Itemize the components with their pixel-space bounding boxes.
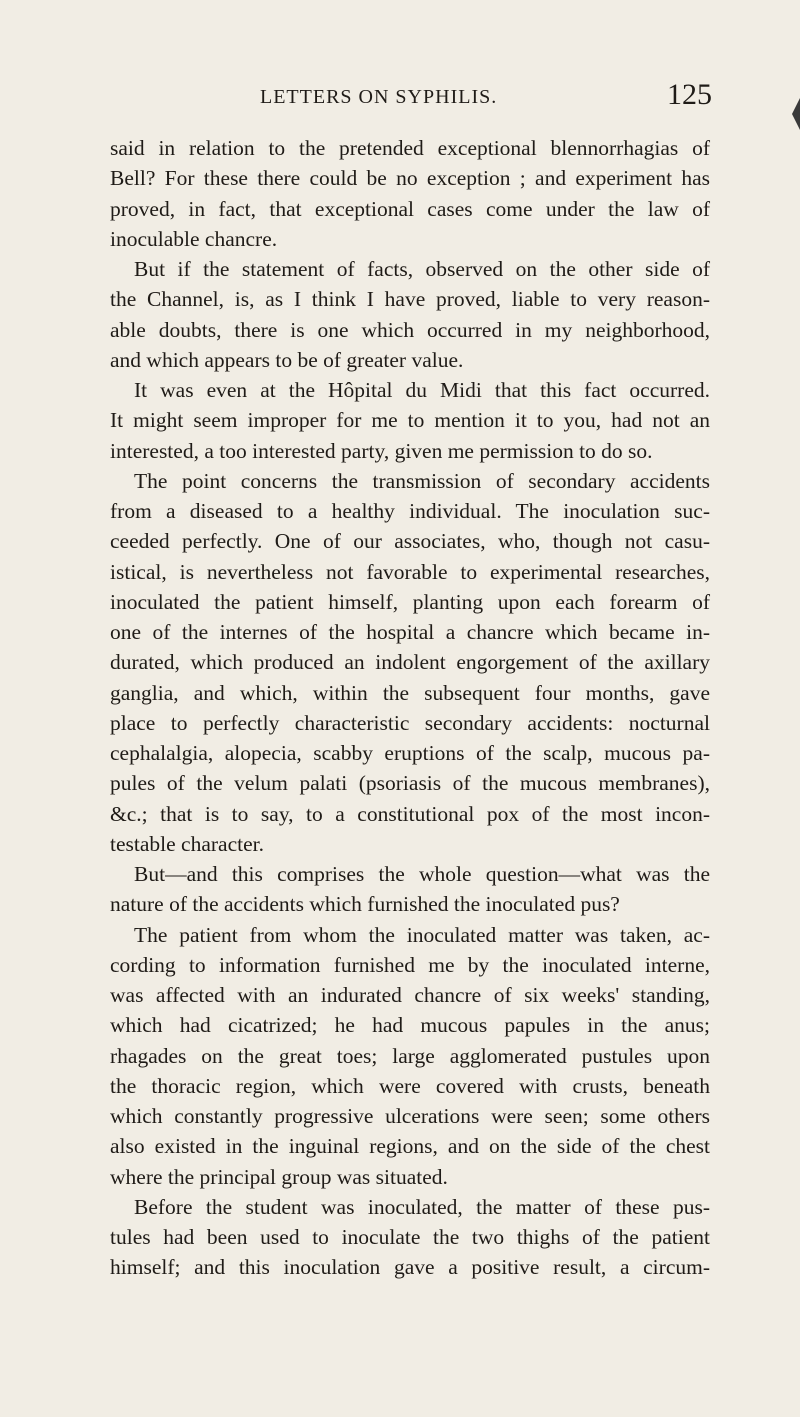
text-line: said in relation to the pretended exceptional blennorrhagias of	[110, 136, 710, 160]
text-line: also existed in the inguinal regions, and on the side of the chest	[110, 1134, 710, 1159]
text-line: which constantly progressive ulcerations were seen; some others	[110, 1104, 710, 1128]
text-line: himself; and this inoculation gave a positive result, a circum-	[110, 1255, 710, 1280]
text-line: which had cicatrized; he had mucous papules in the anus;	[110, 1013, 710, 1038]
text-line: one of the internes of the hospital a chancre which became in-	[110, 620, 710, 644]
text-line: where the principal group was situated.	[110, 1164, 448, 1189]
text-line: cording to information furnished me by the inoculated interne,	[110, 952, 710, 977]
text-line: interested, a too interested party, given me permission to do so.	[110, 438, 653, 463]
text-line: The point concerns the transmission of secondary accidents	[134, 468, 710, 493]
text-line: the thoracic region, which were covered with crusts, beneath	[110, 1073, 710, 1098]
text-line: proved, in fact, that exceptional cases come under the law of	[110, 196, 710, 221]
page-number: 125	[667, 78, 712, 111]
text-line: cephalalgia, alopecia, scabby eruptions of the scalp, mucous pa-	[110, 741, 710, 765]
text-line: But—and this comprises the whole question—what was the	[134, 862, 710, 886]
text-line: inoculated the patient himself, planting upon each forearm of	[110, 589, 710, 614]
text-line: It might seem improper for me to mention it to you, had not an	[110, 408, 710, 433]
text-line: The patient from whom the inoculated matter was taken, ac-	[134, 922, 710, 947]
text-line: tules had been used to inoculate the two thighs of the patient	[110, 1225, 710, 1249]
running-head	[110, 78, 712, 118]
text-line: ceeded perfectly. One of our associates, who, though not casu-	[110, 529, 710, 554]
text-line: Bell? For these there could be no exception ; and experiment has	[110, 166, 710, 191]
text-line: ganglia, and which, within the subsequent four months, gave	[110, 680, 710, 705]
text-line: place to perfectly characteristic secondary accidents: nocturnal	[110, 710, 710, 735]
text-line: rhagades on the great toes; large agglomerated pustules upon	[110, 1043, 710, 1068]
text-line: able doubts, there is one which occurred in my neighborhood,	[110, 317, 710, 342]
text-line: It was even at the Hôpital du Midi that this fact occurred.	[134, 378, 710, 402]
text-line: pules of the velum palati (psoriasis of the mucous membranes),	[110, 771, 710, 796]
text-line: durated, which produced an indolent engorgement of the axillary	[110, 650, 710, 675]
text-line: was affected with an indurated chancre of six weeks' standing,	[110, 983, 710, 1007]
text-line: &c.; that is to say, to a constitutional pox of the most incon-	[110, 801, 710, 826]
text-line: Before the student was inoculated, the matter of these pus-	[134, 1194, 710, 1219]
text-line: nature of the accidents which furnished the inoculated pus?	[110, 892, 620, 917]
text-line: istical, is nevertheless not favorable to experimental researches,	[110, 559, 710, 584]
text-line: the Channel, is, as I think I have proved, liable to very reason-	[110, 287, 710, 312]
body-text	[110, 133, 710, 1283]
text-line: But if the statement of facts, observed on the other side of	[134, 257, 710, 281]
text-line: and which appears to be of greater value.	[110, 347, 464, 372]
text-line: testable character.	[110, 831, 264, 856]
text-line: from a diseased to a healthy individual. The inoculation suc-	[110, 499, 710, 523]
running-title: LETTERS ON SYPHILIS.	[260, 86, 498, 108]
edge-mark	[792, 98, 800, 130]
text-line: inoculable chancre.	[110, 226, 278, 251]
